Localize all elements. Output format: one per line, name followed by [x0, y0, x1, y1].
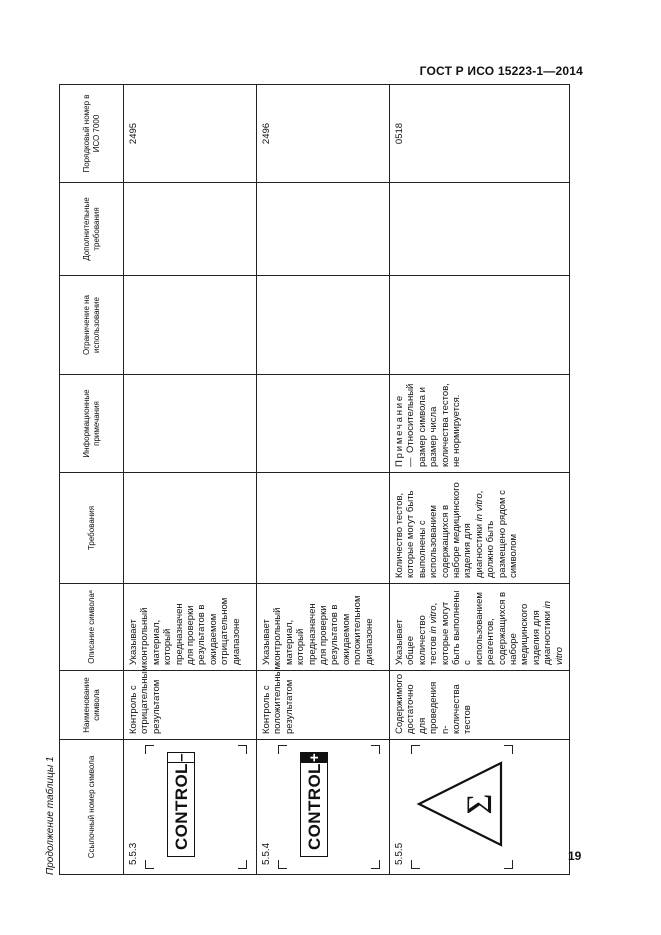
- symbol-additional: [124, 183, 257, 276]
- symbol-ref-number: 5.5.3: [128, 842, 139, 865]
- col-header-notes: Информационные примечания: [60, 375, 124, 473]
- requirements-text: , должно быть размещено рядом с символом: [473, 490, 520, 578]
- sigma-triangle-icon: [415, 759, 505, 849]
- symbol-restriction: [257, 276, 390, 375]
- symbol-iso7000: 0518: [390, 85, 570, 183]
- col-header-description: Описание символаᵃ: [60, 584, 124, 671]
- col-header-additional: Дополнительные требования: [60, 183, 124, 276]
- sigma-glyph: Σ: [459, 793, 500, 815]
- col-header-restriction: Ограничение на использование: [60, 276, 124, 375]
- symbols-table: [59, 84, 570, 875]
- description-italic: in vitro: [428, 605, 440, 634]
- page-number: 19: [568, 849, 582, 863]
- symbol-iso7000: 2495: [124, 85, 257, 183]
- symbol-ref-number: 5.5.4: [261, 842, 272, 865]
- col-header-iso7000: Порядковый номер в ИСО 7000: [60, 85, 124, 183]
- control-negative-symbol: [167, 752, 195, 857]
- symbol-cell: [390, 740, 570, 875]
- table-continuation-label: Продолжение таблицы 1: [45, 756, 56, 875]
- symbol-frame: [145, 745, 247, 869]
- symbol-restriction: [390, 276, 570, 375]
- symbol-requirements: [124, 473, 257, 584]
- description-italic: in vitro: [542, 600, 565, 665]
- symbol-notes: [390, 375, 570, 473]
- symbol-frame: [278, 745, 380, 869]
- symbol-requirements: [390, 473, 570, 584]
- col-header-ref: Ссылочный номер символа: [60, 740, 124, 875]
- symbol-name: Контроль с положительным результатом: [257, 671, 390, 740]
- col-header-name: Наименование символа: [60, 671, 124, 740]
- symbol-iso7000: 2496: [257, 85, 390, 183]
- symbol-name: Контроль с отрицательным результатом: [124, 671, 257, 740]
- symbol-name: Содержимого достаточно для проведения n-количества тестов: [390, 671, 570, 740]
- symbol-description: [390, 584, 570, 671]
- symbol-frame: [411, 745, 513, 869]
- minus-sign-icon: –: [168, 753, 194, 763]
- symbol-ref-number: 5.5.5: [394, 842, 405, 865]
- table-header-row: [60, 85, 124, 875]
- symbol-additional: [390, 183, 570, 276]
- symbol-cell: [257, 740, 390, 875]
- description-text: , которые могут быть выполнены с использованием реагентов, содержащихся в наборе медицинского изделия для диагностики: [428, 590, 554, 665]
- requirements-italic: in vitro: [473, 493, 485, 522]
- symbol-description: Указывает контрольный материал, который предназначен для проверки результатов в ожидаемом отрицательном диапазоне: [124, 584, 257, 671]
- table-row: [257, 85, 390, 875]
- symbol-description: Указывает контрольный материал, который предназначен для проверки результатов в ожидаемом положительном диапазоне: [257, 584, 390, 671]
- control-positive-symbol: [300, 752, 328, 857]
- col-header-requirements: Требования: [60, 473, 124, 584]
- symbol-notes: [124, 375, 257, 473]
- plus-sign-icon: +: [301, 753, 327, 763]
- table-row: [124, 85, 257, 875]
- note-prefix: Примечание —: [394, 394, 417, 467]
- table-row: [390, 85, 570, 875]
- control-symbol-text: CONTROL: [304, 763, 324, 850]
- symbol-cell: [124, 740, 257, 875]
- rotated-table-area: [45, 85, 565, 875]
- note-text: Относительный размер символа и размер числа количества тестов, не нормируется.: [405, 383, 463, 467]
- requirements-text: Количество тестов, которые могут быть выполнены с использованием содержащихся в наборе медицинского изделия для диагностики: [394, 482, 485, 578]
- control-symbol-text: CONTROL: [171, 763, 191, 850]
- symbol-notes: [257, 375, 390, 473]
- symbol-restriction: [124, 276, 257, 375]
- document-standard-header: ГОСТ Р ИСО 15223-1—2014: [419, 64, 583, 78]
- description-text: Указывает общее количество тестов: [394, 615, 440, 665]
- symbol-additional: [257, 183, 390, 276]
- symbol-requirements: [257, 473, 390, 584]
